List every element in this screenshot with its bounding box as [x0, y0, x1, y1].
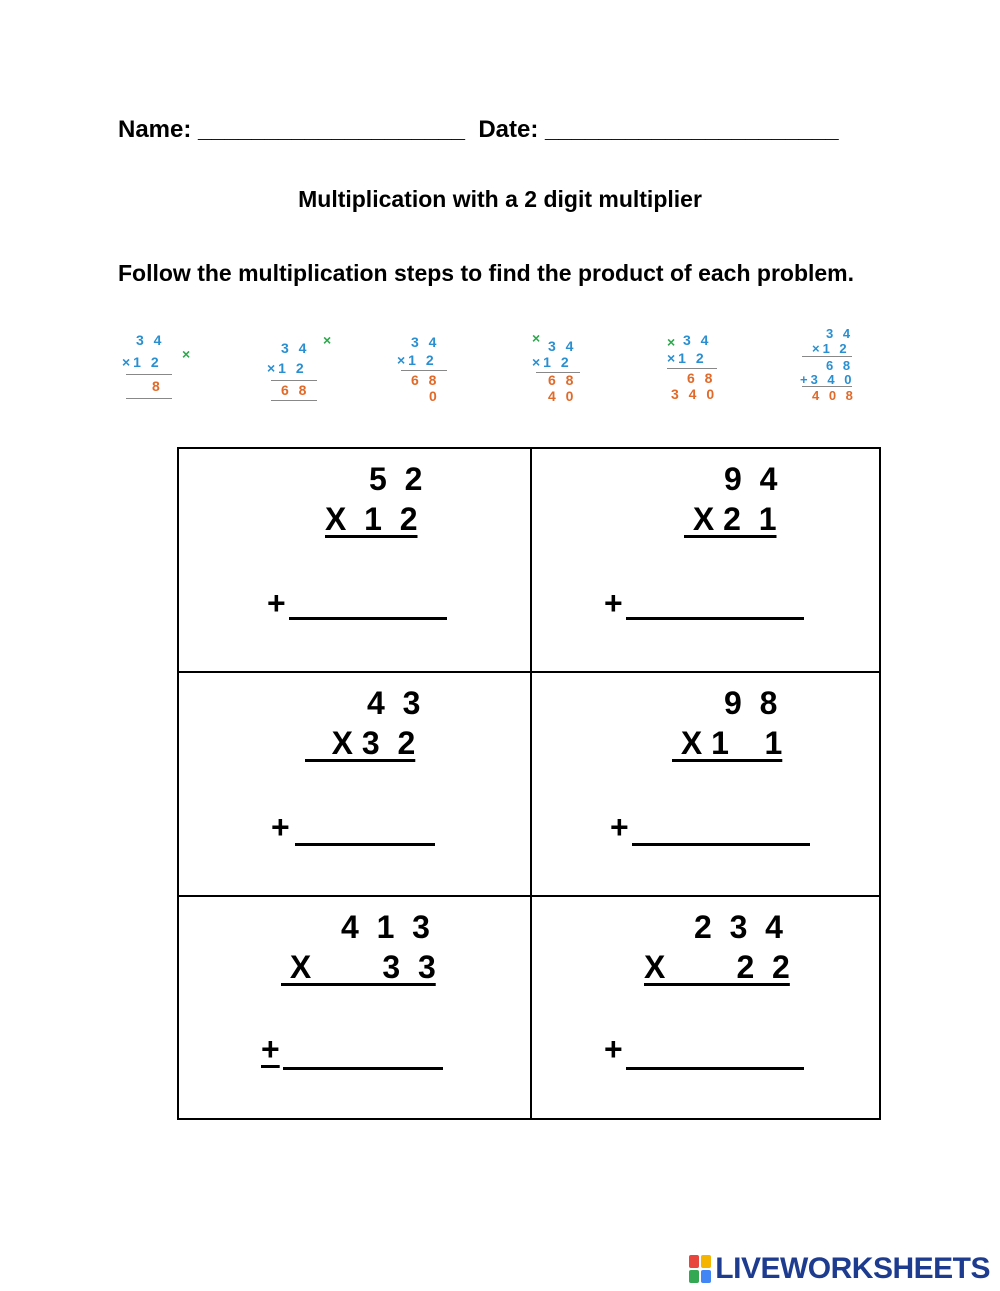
- step-bottom: ×1 2: [667, 350, 707, 366]
- problem-multiplier: X 1 1: [672, 725, 783, 761]
- step-bottom: ×1 2: [122, 354, 162, 370]
- name-date-line: Name: ____________________ Date: ______________________: [118, 116, 839, 143]
- step-top: 3 4: [281, 340, 310, 356]
- step-sum: 4 0 8: [812, 388, 856, 403]
- step-partial: 8: [152, 378, 163, 394]
- step-bottom: ×1 2: [267, 360, 307, 376]
- problem-multiplier: X 1 2: [325, 501, 418, 537]
- step-bottom: ×1 2: [397, 352, 437, 368]
- answer-line[interactable]: [295, 843, 435, 846]
- problem-top: 9 8: [724, 685, 778, 721]
- problem-top: 9 4: [724, 461, 778, 497]
- logo-mark-icon: [689, 1255, 711, 1283]
- step-top: 3 4: [136, 332, 165, 348]
- answer-line[interactable]: [626, 1067, 804, 1070]
- problem-cell-2: [532, 449, 883, 672]
- problem-top: 5 2: [369, 461, 423, 497]
- step-partial: 6 8: [281, 382, 310, 398]
- plus-sign: +: [604, 585, 623, 621]
- step-partial: 6 8: [411, 372, 440, 388]
- step-partial: 6 8: [826, 358, 854, 373]
- check-mark-icon: ×: [532, 330, 541, 346]
- plus-sign: +: [610, 809, 629, 845]
- answer-line[interactable]: [632, 843, 810, 846]
- step-top: 3 4: [826, 326, 854, 341]
- step-partial-2: 0: [429, 388, 440, 404]
- plus-sign: +: [261, 1031, 280, 1067]
- problem-top: 4 3: [367, 685, 421, 721]
- check-mark-icon: ×: [323, 332, 332, 348]
- problem-multiplier: X 2 2: [644, 949, 790, 985]
- problem-multiplier: X 3 3: [281, 949, 436, 985]
- problem-top: 2 3 4: [694, 909, 783, 945]
- plus-sign: +: [604, 1031, 623, 1067]
- answer-line[interactable]: [626, 617, 804, 620]
- problem-grid: [177, 447, 881, 1120]
- instructions: Follow the multiplication steps to find the product of each problem.: [118, 260, 855, 286]
- step-partial: 6 8: [687, 370, 716, 386]
- answer-line[interactable]: [283, 1067, 443, 1070]
- step-partial: 6 8: [548, 372, 577, 388]
- problem-top: 4 1 3: [341, 909, 430, 945]
- step-partial-2: +3 4 0: [800, 372, 855, 387]
- problem-cell-6: [532, 897, 883, 1120]
- liveworksheets-logo: [689, 1252, 990, 1286]
- problem-multiplier: X 2 1: [684, 501, 777, 537]
- problem-cell-1: [179, 449, 530, 672]
- problem-cell-3: [179, 673, 530, 896]
- plus-sign: +: [267, 585, 286, 621]
- logo-text: LIVEWORKSHEETS: [715, 1252, 990, 1285]
- step-top: 3 4: [548, 338, 577, 354]
- step-bottom: ×1 2: [532, 354, 572, 370]
- step-partial-2: 4 0: [548, 388, 577, 404]
- page-title: Multiplication with a 2 digit multiplier: [298, 186, 702, 212]
- step-partial-2: 3 4 0: [671, 386, 718, 402]
- step-top: 3 4: [683, 332, 712, 348]
- answer-line[interactable]: [289, 617, 447, 620]
- problem-cell-5: [179, 897, 530, 1120]
- check-mark-icon: ×: [182, 346, 191, 362]
- problem-multiplier: X 3 2: [305, 725, 416, 761]
- step-top: 3 4: [411, 334, 440, 350]
- check-mark-icon: ×: [667, 334, 676, 350]
- step-bottom: ×1 2: [812, 341, 850, 356]
- plus-sign: +: [271, 809, 290, 845]
- problem-cell-4: [532, 673, 883, 896]
